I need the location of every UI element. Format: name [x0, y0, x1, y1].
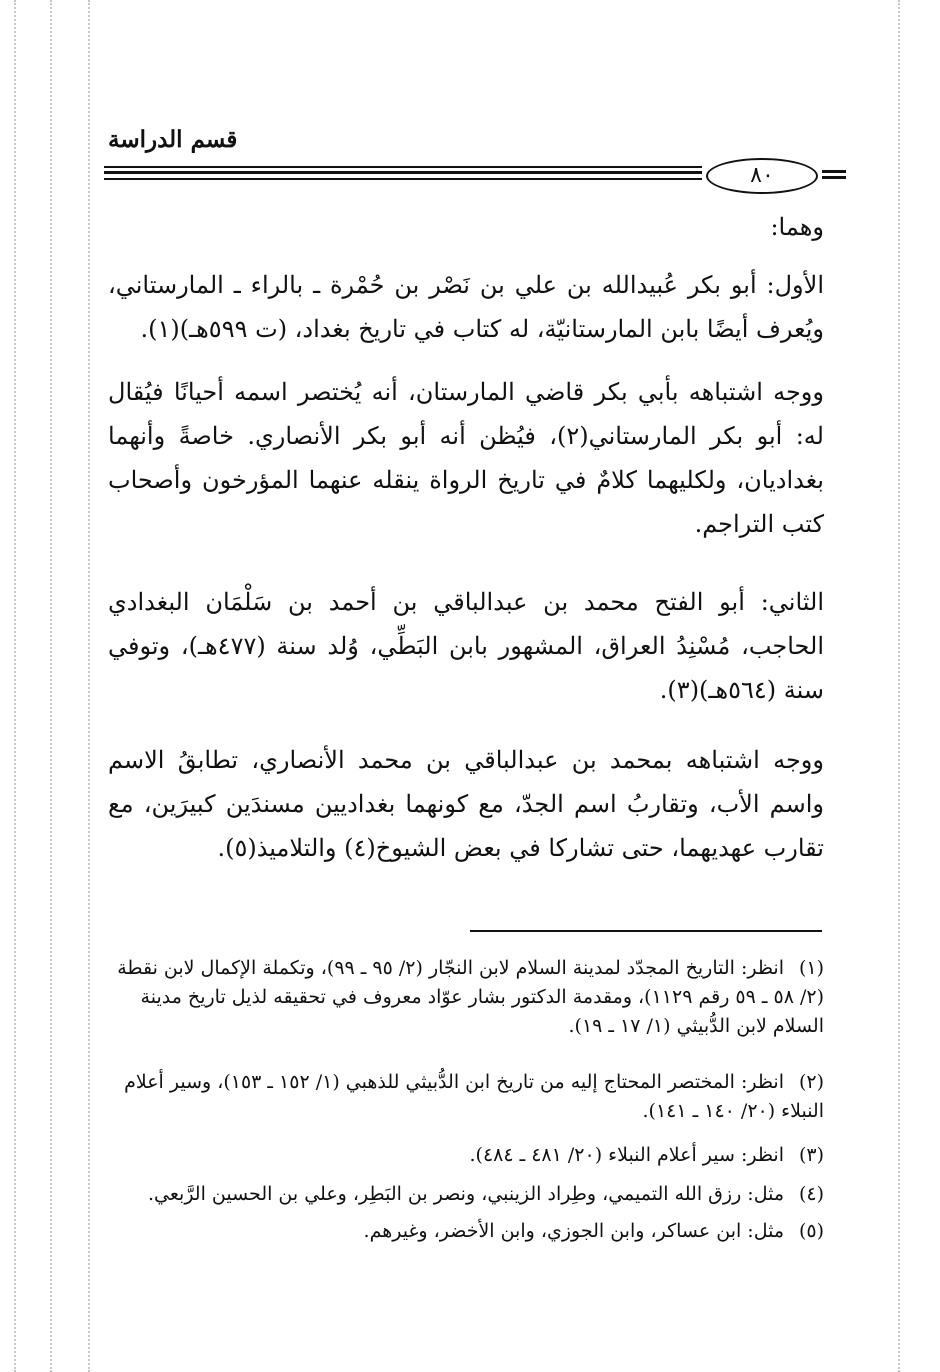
footnote-number: (٥): [798, 1220, 824, 1242]
scan-dotted-guide-left: [14, 0, 16, 1372]
scan-dotted-guide-left-inner: [50, 0, 52, 1372]
footnote-number: (٣): [798, 1144, 824, 1166]
paragraph-first-person: الأول: أبو بكر عُبيدالله بن علي بن نَصْر بن حُمْرة ـ بالراء ـ المارستاني، ويُعرف أيضًا بابن المارستانيّة، له كتاب في تاريخ بغداد، (ت ٥٩٩هـ)(١).: [108, 271, 824, 343]
footnote-number: (٢): [798, 1071, 824, 1093]
scan-dotted-guide-left-inner-2: [88, 0, 90, 1372]
scan-dotted-guide-right: [898, 0, 900, 1372]
footnote-number: (٤): [798, 1183, 824, 1205]
footnote-4: [108, 1180, 824, 1209]
footnote-3: [108, 1141, 824, 1170]
header-rule-top: [104, 166, 702, 168]
paragraph-second-similarity: ووجه اشتباهه بمحمد بن عبدالباقي بن محمد الأنصاري، تطابقُ الاسم واسم الأب، وتقاربُ اسم الجدّ، مع كونهما بغداديين مسندَين كبيرَين، مع تقارب عهديهما، حتى تشاركا في بعض الشيوخ(٤) والتلاميذ(٥).: [108, 746, 824, 862]
header-rule-bottom: [104, 178, 702, 180]
footnote-text: مثل: ابن عساكر، وابن الجوزي، وابن الأخضر، وغيرهم.: [363, 1220, 784, 1242]
page-number: ٨٠: [706, 158, 818, 194]
header-rule-right-top: [822, 170, 846, 173]
footnote-text: مثل: رزق الله التميمي، وطِراد الزينبي، ونصر بن البَطِر، وعلي بن الحسين الرَّبعي.: [147, 1183, 784, 1205]
footnote-number: (١): [798, 957, 824, 979]
footnote-text: انظر: المختصر المحتاج إليه من تاريخ ابن الدُّبيثي للذهبي (١/ ١٥٢ ـ ١٥٣)، وسير أعلام النبلاء (٢٠/ ١٤٠ ـ ١٤١).: [124, 1071, 824, 1122]
running-header-title: قسم الدراسة: [108, 126, 238, 153]
footnote-2: [108, 1068, 824, 1126]
paragraph-first-similarity: ووجه اشتباهه بأبي بكر قاضي المارستان، أنه يُختصر اسمه أحيانًا فيُقال له: أبو بكر المارستاني(٢)، فيُظن أنه أبو بكر الأنصاري. خاصةً وأنهما بغداديان، ولكليهما كلامٌ في تاريخ الرواة ينقله عنهما المؤرخون وأصحاب كتب التراجم.: [108, 378, 824, 538]
footnote-separator: [470, 930, 822, 932]
paragraph-second-person: الثاني: أبو الفتح محمد بن عبدالباقي بن أحمد بن سَلْمَان البغدادي الحاجب، مُسْنِدُ العراق، المشهور بابن البَطِّي، وُلد سنة (٤٧٧هـ)، وتوفي سنة (٥٦٤هـ)(٣).: [108, 588, 824, 704]
footnote-5: [108, 1217, 824, 1246]
header-rule-right-bottom: [822, 176, 846, 179]
header-rule-middle: [104, 171, 702, 174]
intro-line: وهما:: [770, 213, 824, 241]
footnote-1: [108, 954, 824, 1041]
footnote-text: انظر: سير أعلام النبلاء (٢٠/ ٤٨١ ـ ٤٨٤).: [469, 1144, 784, 1166]
footnote-text: انظر: التاريخ المجدّد لمدينة السلام لابن النجّار (٢/ ٩٥ ـ ٩٩)، وتكملة الإكمال لابن نقطة (٢/ ٥٨ ـ ٥٩ رقم ١١٢٩)، ومقدمة الدكتور بشار عوّاد معروف في تحقيقه لذيل تاريخ مدينة السلام لابن الدُّبيثي (١/ ١٧ ـ ١٩).: [117, 957, 824, 1037]
